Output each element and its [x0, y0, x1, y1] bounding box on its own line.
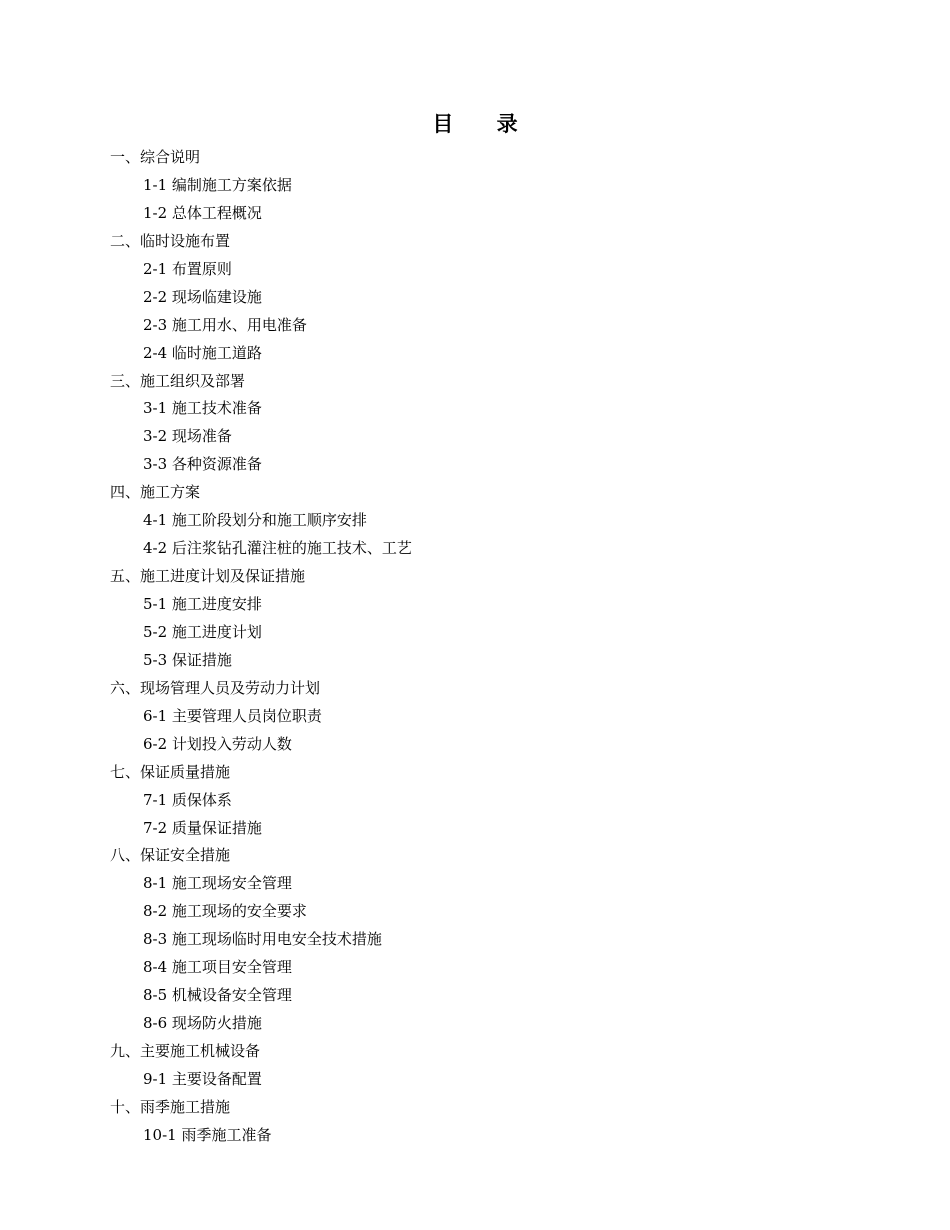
toc-subsection-item: 5-3 保证措施 — [143, 650, 232, 669]
toc-subsection-item: 5-2 施工进度计划 — [143, 622, 262, 641]
toc-subsection-item: 8-1 施工现场安全管理 — [143, 874, 292, 893]
toc-section-heading: 四、施工方案 — [110, 483, 201, 502]
toc-subsection-item: 1-1 编制施工方案依据 — [143, 175, 292, 194]
toc-subsection-item: 3-1 施工技术准备 — [143, 399, 262, 418]
toc-subsection-item: 10-1 雨季施工准备 — [143, 1125, 272, 1144]
toc-section-heading: 三、施工组织及部署 — [110, 371, 246, 390]
toc-subsection-item: 8-5 机械设备安全管理 — [143, 986, 292, 1005]
toc-list — [0, 144, 950, 1150]
toc-subsection-item: 8-6 现场防火措施 — [143, 1014, 262, 1033]
toc-subsection-item: 9-1 主要设备配置 — [143, 1069, 262, 1088]
toc-subsection-item: 1-2 总体工程概况 — [143, 203, 262, 222]
toc-subsection-item: 2-4 临时施工道路 — [143, 343, 262, 362]
toc-subsection-item: 3-3 各种资源准备 — [143, 455, 262, 474]
toc-section-heading: 七、保证质量措施 — [110, 762, 231, 781]
toc-subsection-item: 2-3 施工用水、用电准备 — [143, 315, 307, 334]
toc-section-heading: 一、综合说明 — [110, 148, 201, 166]
toc-subsection-item: 8-3 施工现场临时用电安全技术措施 — [143, 930, 382, 949]
toc-subsection-item: 3-2 现场准备 — [143, 427, 232, 446]
toc-section-heading: 五、施工进度计划及保证措施 — [110, 567, 306, 586]
toc-subsection-item: 2-1 布置原则 — [143, 259, 232, 278]
toc-subsection-item: 5-1 施工进度安排 — [143, 595, 262, 613]
toc-section-heading: 六、现场管理人员及劳动力计划 — [110, 678, 321, 697]
toc-subsection-item: 7-1 质保体系 — [143, 790, 232, 809]
toc-subsection-item: 8-4 施工项目安全管理 — [143, 958, 292, 977]
toc-section-heading: 九、主要施工机械设备 — [110, 1042, 261, 1060]
toc-subsection-item: 6-1 主要管理人员岗位职责 — [143, 706, 322, 725]
toc-section-heading: 八、保证安全措施 — [110, 846, 231, 865]
toc-subsection-item: 7-2 质量保证措施 — [143, 818, 262, 837]
toc-subsection-item: 6-2 计划投入劳动人数 — [143, 734, 292, 753]
toc-section-heading: 二、临时设施布置 — [110, 231, 231, 250]
toc-subsection-item: 4-1 施工阶段划分和施工顺序安排 — [143, 511, 367, 530]
toc-subsection-item: 8-2 施工现场的安全要求 — [143, 902, 307, 921]
toc-subsection-item: 4-2 后注浆钻孔灌注桩的施工技术、工艺 — [143, 539, 412, 558]
toc-subsection-item: 2-2 现场临建设施 — [143, 287, 262, 306]
toc-title: 目 录 — [432, 111, 536, 136]
toc-section-heading: 十、雨季施工措施 — [110, 1097, 231, 1116]
